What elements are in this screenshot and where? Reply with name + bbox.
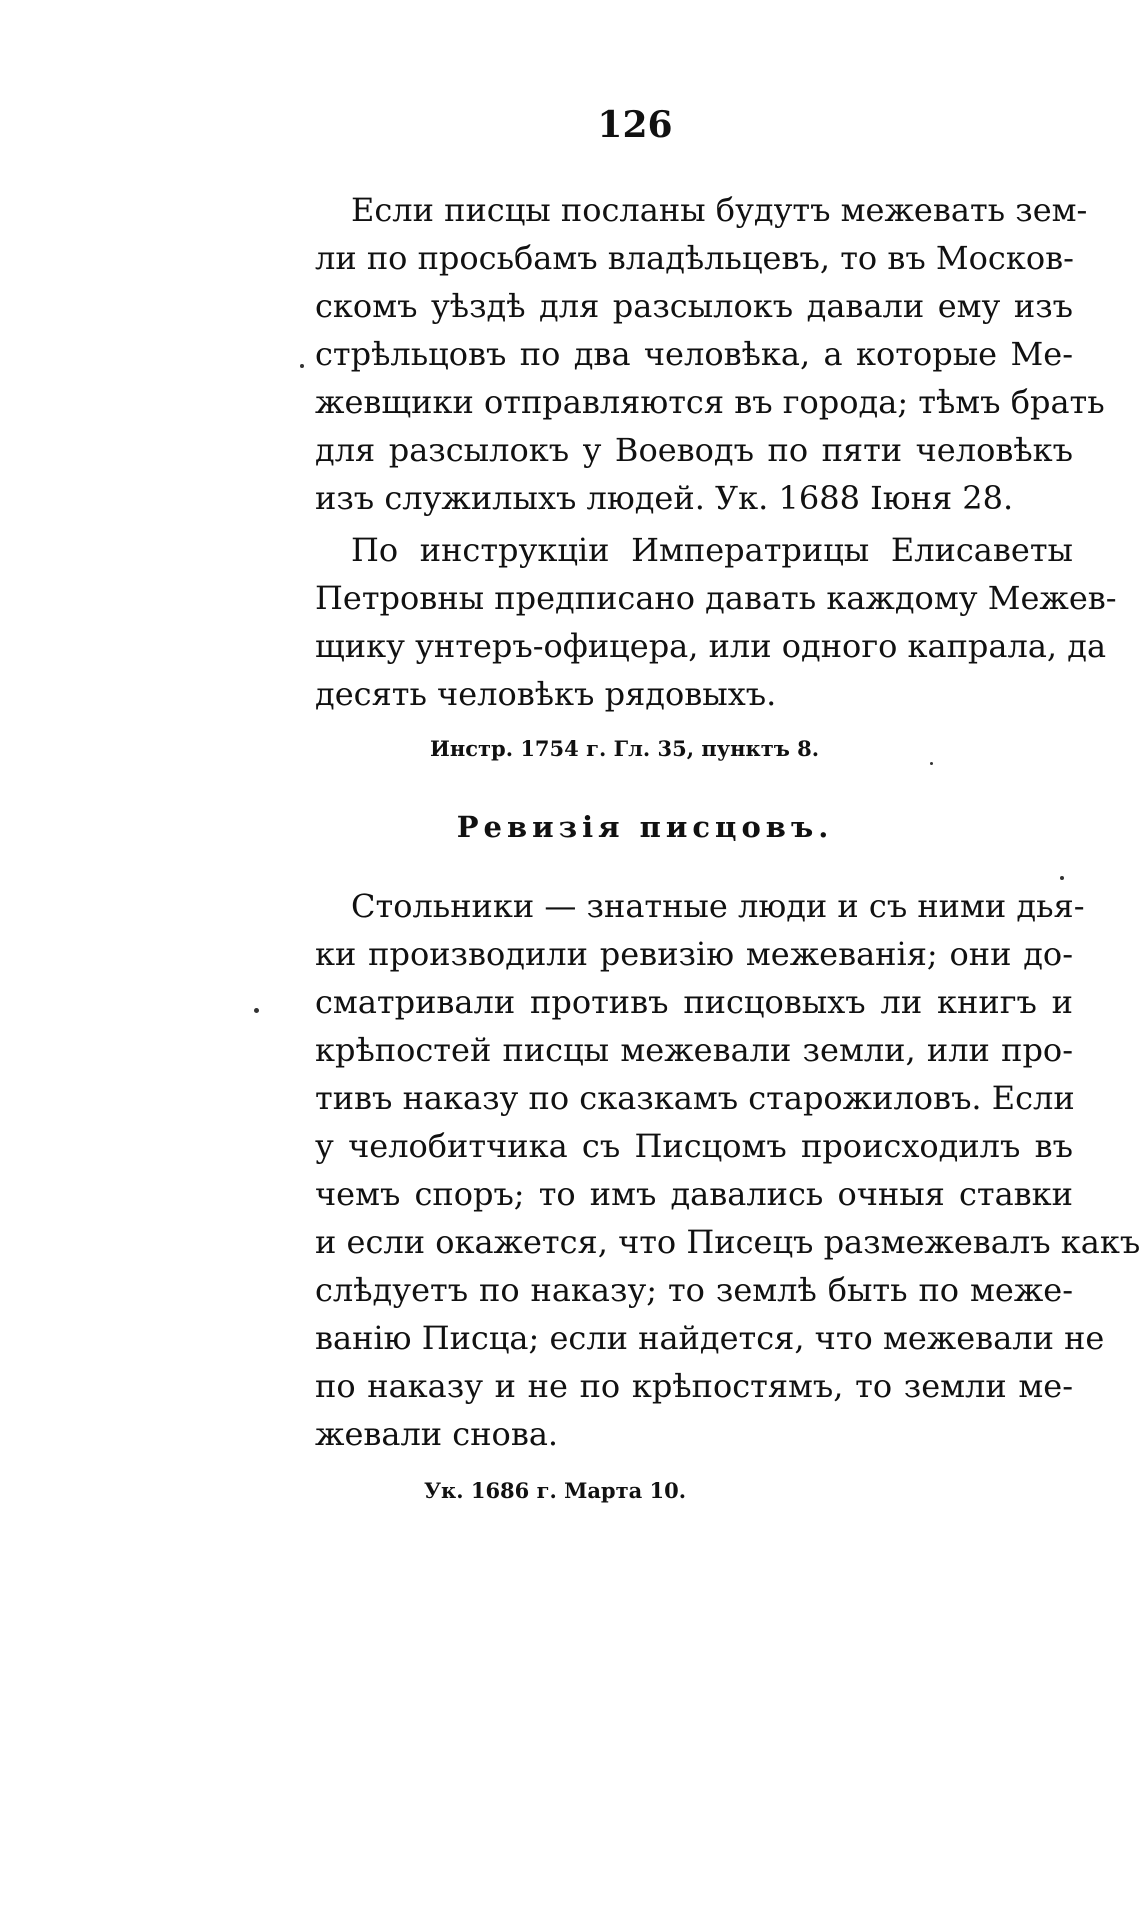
text-line: тивъ наказу по сказкамъ старожиловъ. Если	[315, 1079, 1075, 1117]
text-line: по наказу и не по крѣпостямъ, то земли ме-	[315, 1367, 1073, 1405]
text-line: ки производили ревизію межеванія; они до-	[315, 935, 1073, 973]
text-line: и если окажется, что Писецъ размежевалъ какъ	[315, 1223, 1140, 1261]
text-line: жевали снова.	[315, 1415, 559, 1453]
text-line: чемъ споръ; то имъ давались очныя ставки	[315, 1175, 1073, 1213]
text-line: жевщики отправляются въ города; тѣмъ брать	[315, 383, 1105, 421]
text-line: у челобитчика съ Писцомъ происходилъ въ	[315, 1127, 1073, 1165]
text-line: щику унтеръ-офицера, или одного капрала, да	[315, 627, 1107, 665]
text-line: По инструкціи Императрицы Елисаветы	[351, 531, 1073, 569]
text-line: ванію Писца; если найдется, что межевали не	[315, 1319, 1105, 1357]
paragraph-2	[315, 526, 1117, 718]
text-line: десять человѣкъ рядовыхъ.	[315, 675, 777, 713]
text-line: скомъ уѣздѣ для разсылокъ давали ему изъ	[315, 287, 1073, 325]
text-line: Стольники — знатные люди и съ ними дья-	[351, 887, 1085, 925]
paragraph-1	[315, 186, 1105, 522]
scan-speck	[300, 364, 304, 368]
text-line: Если писцы посланы будутъ межевать зем-	[351, 191, 1088, 229]
paragraph-3	[315, 882, 1140, 1458]
citation: Ук. 1686 г. Марта 10.	[424, 1478, 687, 1503]
scan-speck	[1060, 876, 1064, 880]
scan-speck	[930, 762, 933, 765]
text-line: Петровны предписано давать каждому Межев-	[315, 579, 1117, 617]
text-line: изъ служилыхъ людей. Ук. 1688 Іюня 28.	[315, 479, 1014, 517]
scan-speck	[254, 1008, 259, 1013]
text-line: для разсылокъ у Воеводъ по пяти человѣкъ	[315, 431, 1073, 469]
citation: Инстр. 1754 г. Гл. 35, пунктъ 8.	[430, 736, 820, 761]
text-line: стрѣльцовъ по два человѣка, а которые Ме-	[315, 335, 1073, 373]
section-heading: Ревизія писцовъ.	[456, 810, 834, 844]
text-line: ли по просьбамъ владѣльцевъ, то въ Москов-	[315, 239, 1074, 277]
text-line: сматривали противъ писцовыхъ ли книгъ и	[315, 983, 1073, 1021]
text-line: слѣдуетъ по наказу; то землѣ быть по меже-	[315, 1271, 1073, 1309]
page-number: 126	[597, 104, 673, 146]
text-line: крѣпостей писцы межевали земли, или про-	[315, 1031, 1073, 1069]
